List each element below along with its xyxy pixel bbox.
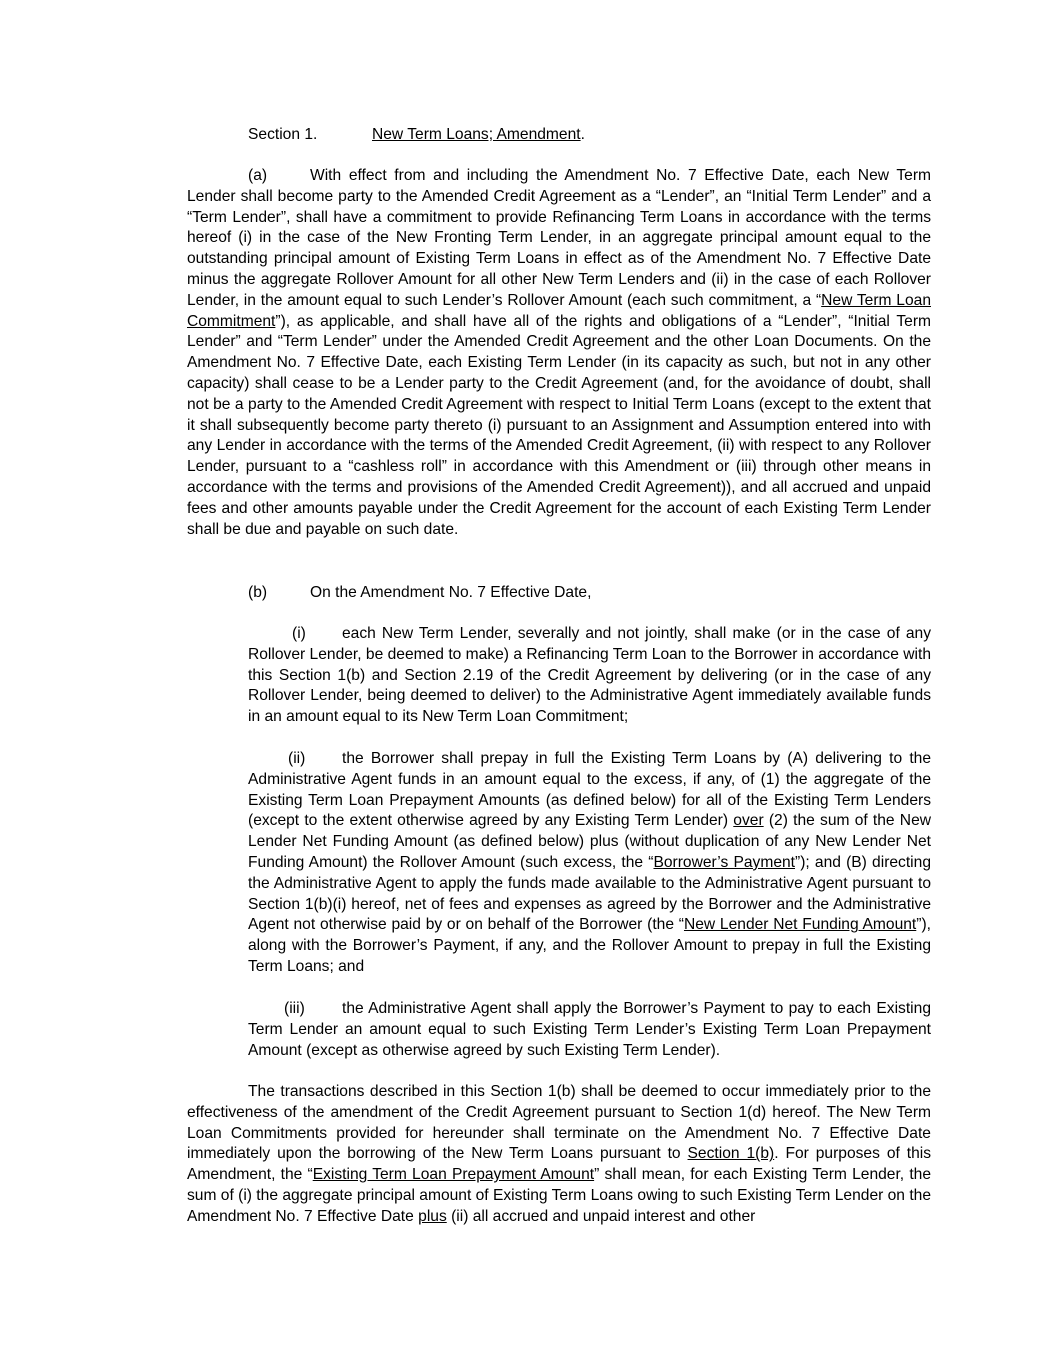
defined-term-borrowers-payment: Borrower’s Payment: [653, 853, 795, 871]
item-ii-label: (ii): [288, 750, 306, 767]
item-i: [248, 624, 931, 728]
paragraph-a-label: (a): [248, 167, 268, 184]
closing-paragraph-text-4: (ii) all accrued and unpaid interest and other: [446, 1207, 756, 1225]
emphasis-plus: plus: [418, 1207, 447, 1225]
item-i-text: each New Term Lender, severally and not jointly, shall make (or in the case of any Rollover Lender, be deemed to make) a Refinancing Term Loan to the Borrower in accordance with this Section 1(b) and Section 2.19 of the Credit Agreement by delivering (or in the case of any Rollover Lender, being deemed to deliver) to the Administrative Agent immediately available funds in an amount equal to its New Term Loan Commitment;: [248, 625, 931, 726]
paragraph-a-text-continued: ”), as applicable, and shall have all of the rights and obligations of a “Lender”, “Initial Term Lender” and “Term Lender” under the Amended Credit Agreement and the other Loan Documents. On the Amendment No. 7 Effective Date, each Existing Term Lender (in its capacity as such, but not in any other capacity) shall cease to be a Lender party to the Credit Agreement (and, for the avoidance of doubt, shall not be a party to the Amended Credit Agreement with respect to Initial Term Loans (except to the extent that it shall subsequently become party thereto (i) pursuant to an Assignment and Assumption entered into with any Lender in accordance with the terms of the Amended Credit Agreement, (ii) with respect to any Rollover Lender, pursuant to a “cashless roll” in accordance with this Amendment or (iii) through other means in accordance with the terms and provisions of the Amended Credit Agreement)), and all accrued and unpaid fees and other amounts payable under the Credit Agreement for the account of each Existing Term Lender shall be due and payable on such date.: [187, 312, 931, 538]
item-i-label: (i): [292, 625, 306, 642]
paragraph-a-text: With effect from and including the Amendment No. 7 Effective Date, each New Term Lender shall become party to the Amended Credit Agreement as a “Lender”, an “Initial Term Lender” and a “Term Lender”, shall have a commitment to provide Refinancing Term Loans in accordance with the terms hereof (i) in the case of the New Fronting Term Lender, in an aggregate principal amount equal to the outstanding principal amount of Existing Term Loans in effect as of the Amendment No. 7 Effective Date minus the aggregate Rollover Amount for all other New Term Lenders and (ii) in the case of each Rollover Lender, in the amount equal to such Lender’s Rollover Amount (each such commitment, a “: [187, 167, 931, 309]
item-iii: [248, 999, 931, 1061]
item-ii-text-2: (2) the sum of the New Lender Net Funding Amount (as defined below) plus (without duplication of any New Lender Net Funding Amount) the Rollover Amount (such excess, the “: [248, 812, 932, 871]
item-iii-label: (iii): [284, 1000, 305, 1017]
item-ii-text-4: ”), along with the Borrower’s Payment, if any, and the Rollover Amount to prepay in full the Existing Term Loans; and: [248, 916, 931, 975]
closing-paragraph-text-2: . For purposes of this Amendment, the “: [187, 1145, 932, 1184]
closing-paragraph-text-3: ” shall mean, for each Existing Term Lender, the sum of (i) the aggregate principal amount of Existing Term Loans owing to such Existing Term Lender on the Amendment No. 7 Effective Date: [187, 1166, 931, 1225]
item-ii: [248, 749, 931, 978]
paragraph-b: [248, 583, 591, 604]
defined-term-existing-term-loan-prepayment-amount: Existing Term Loan Prepayment Amount: [312, 1166, 595, 1184]
paragraph-b-label: (b): [248, 584, 268, 601]
section-title-period: .: [580, 126, 585, 143]
paragraph-a: [187, 166, 931, 540]
section-reference: Section 1(b): [687, 1145, 775, 1163]
defined-term-new-term-loan-commitment: New Term Loan Commitment: [187, 291, 931, 330]
section-heading: [248, 125, 585, 146]
closing-paragraph: [187, 1082, 931, 1228]
emphasis-over: over: [733, 812, 764, 830]
item-ii-text-3: ”); and (B) directing the Administrative Agent to apply the funds made available to the Administrative Agent pursuant to Section 1(b)(i) hereof, net of fees and expenses as agreed by the Borrower and the Administrative Agent not otherwise paid by or on behalf of the Borrower (the “: [248, 853, 931, 934]
section-number: Section 1.: [248, 126, 318, 143]
item-iii-text: the Administrative Agent shall apply the Borrower’s Payment to pay to each Existing Term Lender an amount equal to such Existing Term Lender’s Existing Term Loan Prepayment Amount (except as otherwise agreed by such Existing Term Lender).: [248, 1000, 931, 1059]
defined-term-new-lender-net-funding-amount: New Lender Net Funding Amount: [683, 916, 917, 934]
closing-paragraph-text: The transactions described in this Section 1(b) shall be deemed to occur immediately prior to the effectiveness of the amendment of the Credit Agreement pursuant to Section 1(d) hereof. The New Term Loan Commitments provided for hereunder shall terminate on the Amendment No. 7 Effective Date immediately upon the borrowing of the New Term Loans pursuant to: [187, 1083, 931, 1163]
item-ii-text: the Borrower shall prepay in full the Existing Term Loans by (A) delivering to the Administrative Agent funds in an amount equal to the excess, if any, of (1) the aggregate of the Existing Term Loan Prepayment Amounts (as defined below) for all of the Existing Term Lenders (except to the extent otherwise agreed by any Existing Term Lender): [248, 750, 931, 830]
paragraph-b-text: On the Amendment No. 7 Effective Date,: [310, 584, 592, 601]
section-title: New Term Loans; Amendment: [372, 126, 581, 143]
